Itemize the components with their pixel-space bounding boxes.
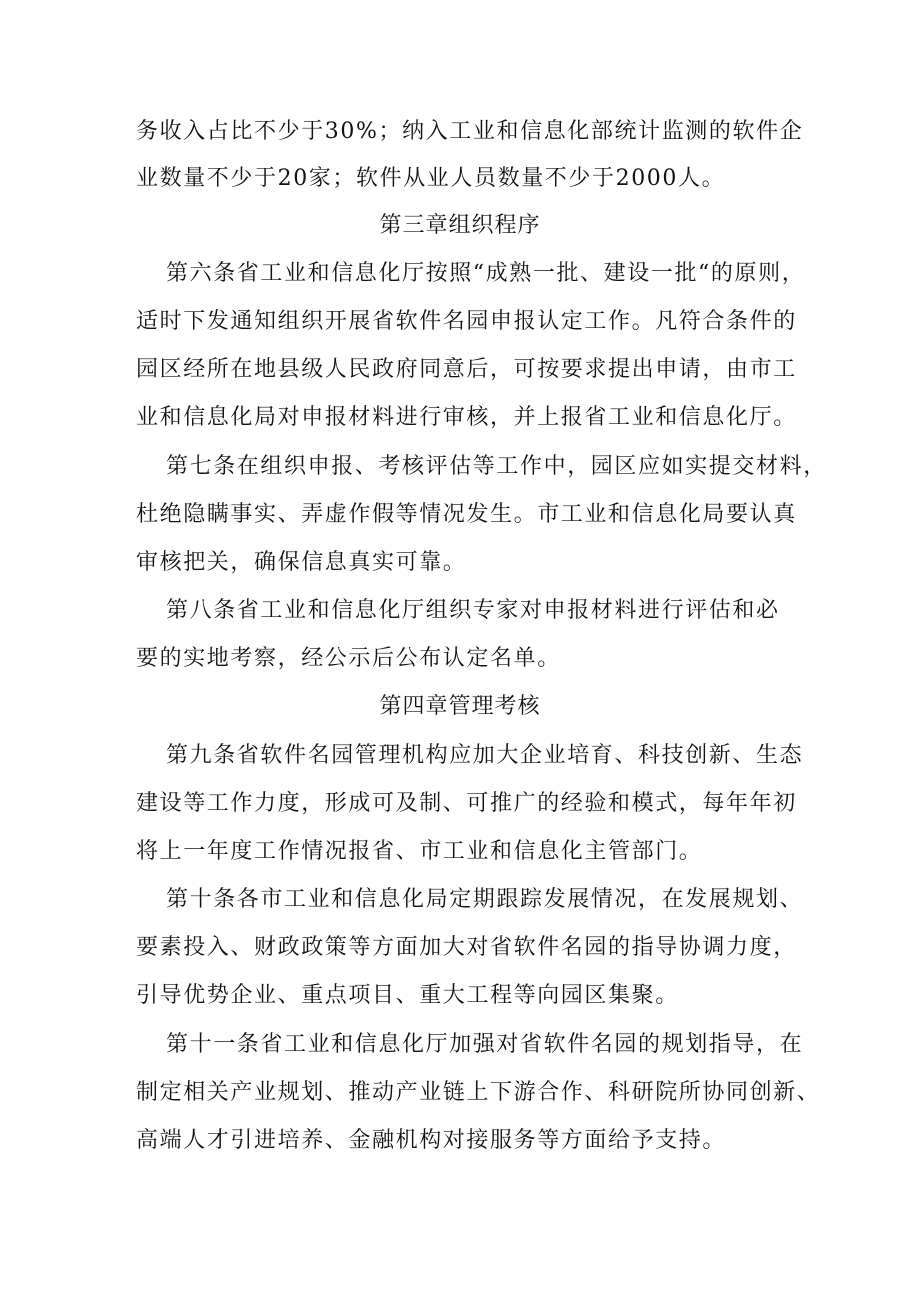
chapter-heading: 第三章组织程序	[379, 213, 541, 238]
paragraph-line: 要素投入、财政政策等方面加大对省软件名园的指导协调力度，	[136, 935, 797, 960]
article-line: 第六条省工业和信息化厅按照“成熟一批、建设一批“的原则，	[166, 261, 806, 286]
paragraph-line: 园区经所在地县级人民政府同意后，可按要求提出申请，由市工	[136, 357, 797, 382]
article-line: 第九条省软件名园管理机构应加大企业培育、科技创新、生态	[166, 743, 804, 768]
paragraph-line: 审核把关，确保信息真实可靠。	[136, 550, 467, 575]
paragraph-line: 将上一年度工作情况报省、市工业和信息化主管部门。	[136, 839, 703, 864]
chapter-heading: 第四章管理考核	[379, 694, 541, 719]
paragraph-line: 建设等工作力度，形成可及制、可推广的经验和模式，每年年初	[136, 791, 797, 816]
article-line: 第七条在组织申报、考核评估等工作中，园区应如实提交材料，	[166, 454, 827, 479]
article-line: 第十条各市工业和信息化局定期跟踪发展情况，在发展规划、	[166, 887, 804, 912]
paragraph-line: 务收入占比不少于30%；纳入工业和信息化部统计监测的软件企	[136, 119, 804, 144]
paragraph-line: 业数量不少于20家；软件从业人员数量不少于2000人。	[136, 166, 726, 191]
article-line: 第八条省工业和信息化厅组织专家对申报材料进行评估和必	[166, 598, 780, 623]
article-line: 第十一条省工业和信息化厅加强对省软件名园的规划指导，在	[166, 1032, 804, 1057]
paragraph-line: 引导优势企业、重点项目、重大工程等向园区集聚。	[136, 983, 679, 1008]
paragraph-line: 制定相关产业规划、推动产业链上下游合作、科研院所协同创新、	[136, 1080, 821, 1105]
paragraph-line: 要的实地考察，经公示后公布认定名单。	[136, 646, 561, 671]
paragraph-line: 适时下发通知组织开展省软件名园申报认定工作。凡符合条件的	[136, 309, 797, 334]
paragraph-line: 业和信息化局对申报材料进行审核，并上报省工业和信息化厅。	[136, 405, 797, 430]
paragraph-line: 杜绝隐瞒事实、弄虚作假等情况发生。市工业和信息化局要认真	[136, 502, 797, 527]
paragraph-line: 高端人才引进培养、金融机构对接服务等方面给予支持。	[136, 1128, 727, 1153]
